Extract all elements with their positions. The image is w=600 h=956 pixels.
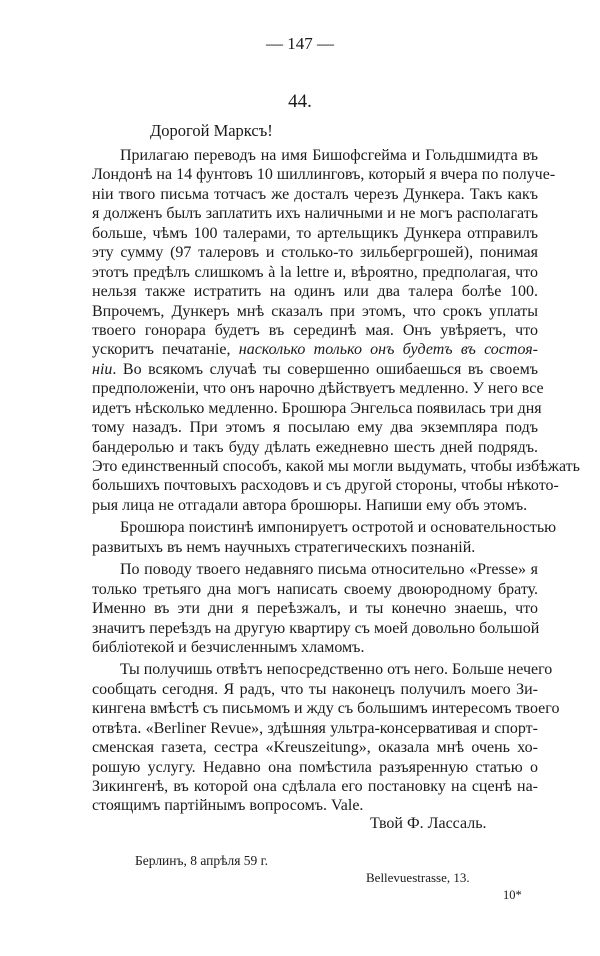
paragraph: [92, 560, 538, 657]
text-line: нельзя также истратить на одинъ или два талера болѣе 100.: [92, 283, 538, 301]
text-line: большихъ почтовыхъ расходовъ и съ другой стороны, чтобы нѣкото-: [92, 477, 559, 495]
text-line: тому назадъ. При этомъ я посылаю ему два экземпляра подъ: [92, 419, 538, 437]
text-line: этотъ предѣлъ слишкомъ à la lettre и, вѣроятно, предполагая, что: [92, 263, 538, 281]
letter-body: [92, 146, 580, 816]
text-line: развитыхъ въ немъ научныхъ стратегическихъ познаній.: [92, 538, 476, 556]
text-line: нiи твого письма тотчасъ же досталъ черезъ Дункера. Такъ какъ: [92, 185, 538, 203]
text-line: я долженъ былъ заплатить ихъ наличными и не могъ располагать: [92, 205, 538, 223]
text-line: сообщать сегодня. Я радъ, что ты наконецъ получилъ моего Зи-: [92, 680, 538, 698]
paragraph: [92, 146, 580, 515]
text-line: Ты получишь отвѣтъ непосредственно отъ него. Больше нечего: [120, 661, 553, 679]
text-line: значитъ переѣздъ на другую квартиру съ моей довольно большой: [92, 619, 540, 637]
text-line: [92, 360, 538, 379]
text-line: отвѣта. «Berliner Revue», здѣшняя ультра-консервативая и спорт-: [92, 719, 538, 737]
sheet-mark: 10*: [503, 888, 522, 902]
text-line: библіотекой и безчисленнымъ хламомъ.: [92, 638, 365, 656]
text-line: больше, чѣмъ 100 талерами, то артельщикъ Дункера отправилъ: [92, 224, 538, 242]
address: Bellevuestrasse, 13.: [366, 870, 470, 885]
italic-text: насколько только онъ будетъ въ состоя-: [238, 341, 538, 359]
text-line: Именно въ эти дни я переѣзжалъ, и ты конечно знаешь, что: [92, 600, 538, 618]
text-line: идетъ нѣсколько медленно. Брошюра Энгельса появилась три дня: [92, 399, 542, 417]
text-segment: . Во всякомъ случаѣ ты совершенно ошибаешься въ своемъ: [112, 360, 538, 378]
paragraph: [92, 518, 557, 557]
text-line: Зикингенѣ, въ которой она сдѣлала его постановку на сценѣ на-: [92, 778, 538, 795]
text-line: рошую услугу. Недавно она помѣстила разъяренную статью о: [92, 758, 538, 776]
text-line: твоего гонорара будетъ въ серединѣ мая. Онъ увѣряетъ, что: [92, 321, 538, 339]
salutation: Дорогой Марксъ!: [150, 121, 273, 140]
text-line: стоящимъ партійнымъ вопросомъ. Vale.: [92, 797, 364, 815]
paragraph: [92, 660, 560, 816]
text-line: Это единственный способъ, какой мы могли выдумать, чтобы избѣжать: [92, 458, 580, 475]
text-line: По поводу твоего недавняго письма относительно «Presse» я: [120, 561, 538, 579]
text-line: бандеролью и такъ буду дѣлать ежедневно шесть дней подрядъ.: [92, 438, 538, 456]
letter-number: 44.: [288, 91, 312, 112]
text-line: кингена вмѣстѣ съ письмомъ и жду съ большимъ интересомъ твоего: [92, 700, 560, 718]
page-number: — 147 —: [266, 34, 334, 53]
text-line: рыя лица не отгадали автора брошюры. Напиши ему объ этомъ.: [92, 496, 528, 514]
place-date: Берлинъ, 8 апрѣля 59 г.: [135, 853, 269, 868]
text-line: Прилагаю переводъ на имя Бишофсгейма и Гольдшмидта въ: [120, 147, 538, 164]
italic-text: нiи: [92, 360, 113, 378]
text-line: Брошюра поистинѣ импонируетъ остротой и основательностью: [120, 519, 557, 537]
text-line: [92, 340, 538, 359]
text-segment: ускоритъ печатаніе,: [92, 341, 239, 359]
text-line: только третьяго дна могъ написать своему двоюродному брату.: [92, 580, 538, 598]
text-line: предположенiи, что онъ нарочно дѣйствуетъ медленно. У него все: [92, 380, 544, 398]
text-line: сменская газета, сестра «Kreuszeitung», оказала мнѣ очень хо-: [92, 739, 538, 757]
text-line: Впрочемъ, Дункеръ мнѣ сказалъ при этомъ, что срокъ уплаты: [92, 302, 538, 320]
text-line: Лондонѣ на 14 фунтовъ 10 шиллинговъ, который я вчера по получе-: [92, 166, 556, 184]
signature: Твой Ф. Лассаль.: [370, 815, 487, 832]
text-line: эту сумму (97 талеровъ и столько-то зильбергрошей), понимая: [92, 244, 538, 262]
